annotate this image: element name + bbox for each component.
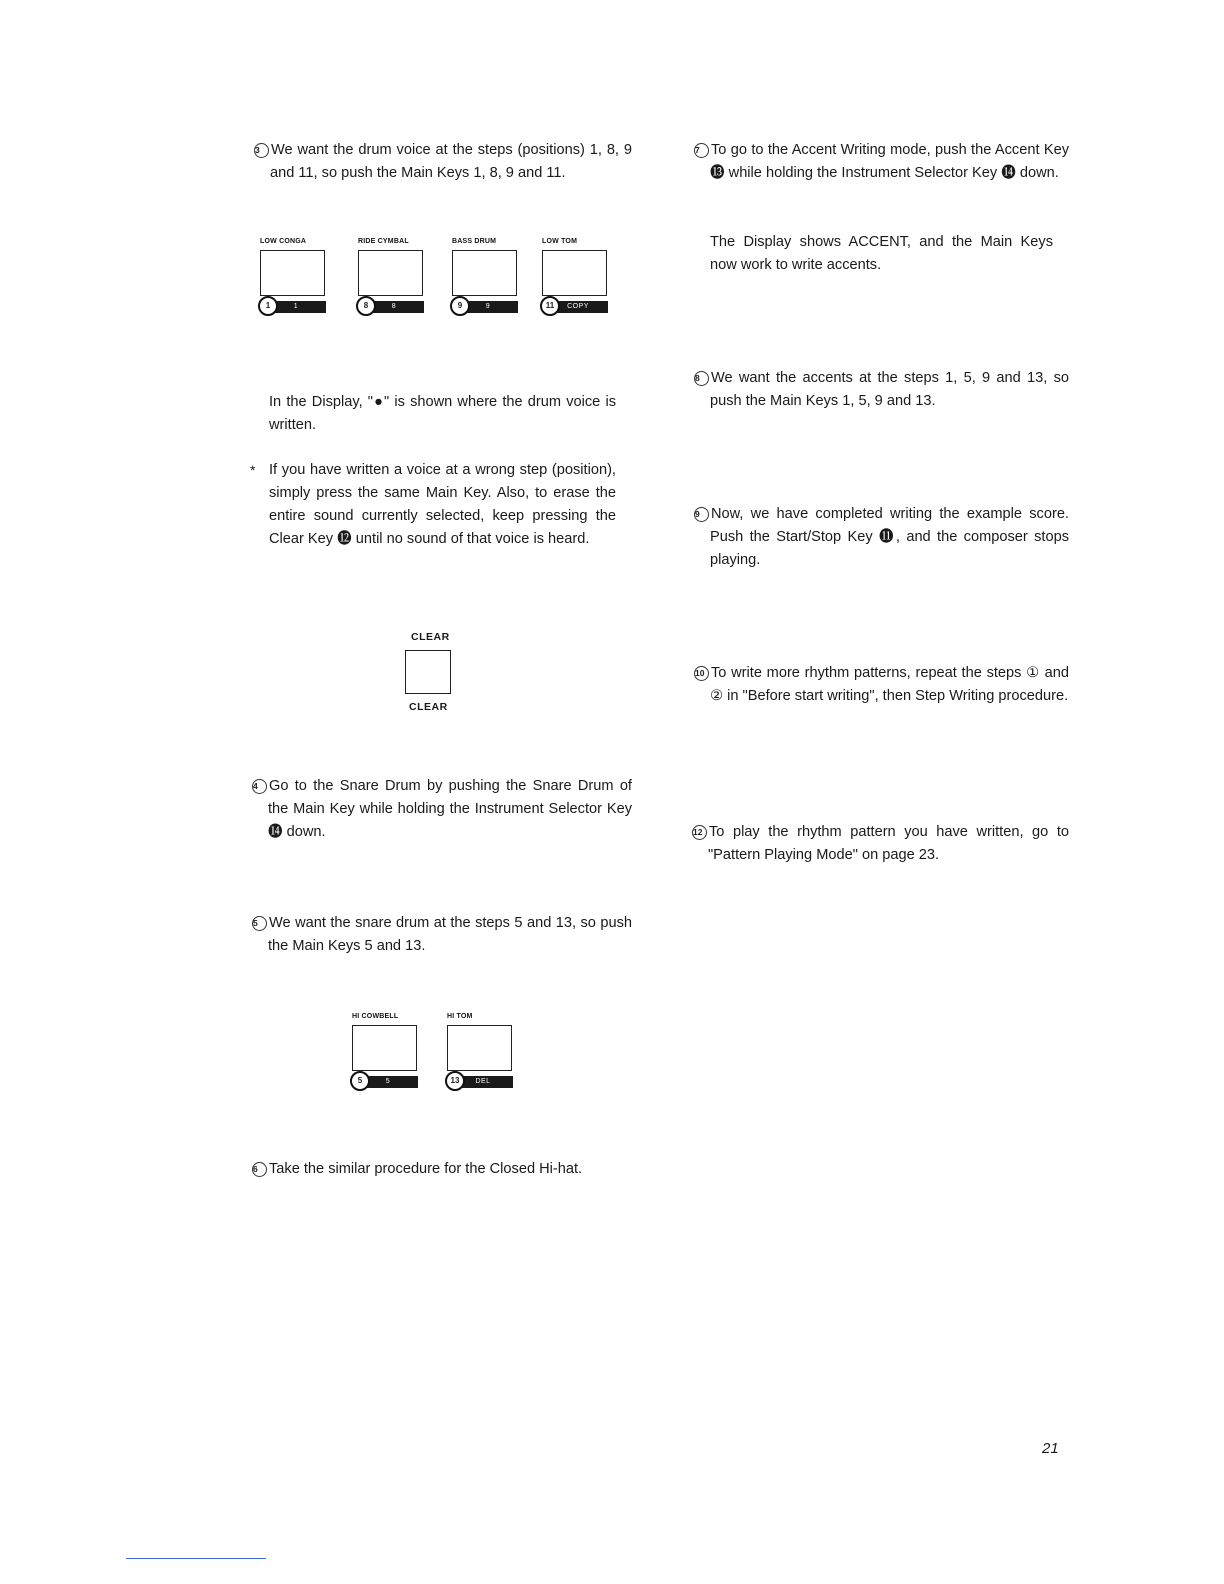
step-number-badge: 9: [694, 507, 709, 522]
key-label: HI COWBELL: [352, 1013, 399, 1020]
step-12-text: To play the rhythm pattern you have written, go to "Pattern Playing Mode" on page 23.: [708, 824, 1069, 863]
step-4-text: Go to the Snare Drum by pushing the Snare Drum of the Main Key while holding the Instrument Selector Key ⓮ down.: [268, 778, 632, 840]
step-7-paragraph: [694, 139, 1069, 185]
main-key: [540, 238, 616, 318]
key-label: LOW TOM: [542, 238, 578, 245]
key-label: LOW CONGA: [260, 238, 307, 245]
step-10-paragraph: [694, 662, 1069, 708]
step-9-paragraph: [694, 503, 1069, 572]
key-label: HI TOM: [447, 1013, 473, 1020]
key-bar: DEL: [453, 1076, 513, 1088]
step-3-text: We want the drum voice at the steps (positions) 1, 8, 9 and 11, so push the Main Keys 1, 8, 9 and 11.: [270, 142, 632, 181]
step-number-badge: 3: [254, 143, 269, 158]
clear-key-label-bottom: CLEAR: [409, 701, 448, 713]
step-12-paragraph: [692, 821, 1069, 867]
main-keys-diagram-top: [258, 238, 618, 320]
key-label: BASS DRUM: [452, 238, 497, 245]
key-box: [447, 1025, 512, 1071]
bottom-rule: [126, 1558, 266, 1559]
step-7-text: To go to the Accent Writing mode, push the Accent Key ⓭ while holding the Instrument Selector Key ⓮ down.: [710, 142, 1069, 181]
main-key: [356, 238, 432, 318]
step-number-badge: 6: [252, 1162, 267, 1177]
step-10-text: To write more rhythm patterns, repeat the steps ① and ② in "Before start writing", then Step Writing procedure.: [710, 665, 1069, 704]
main-key: [350, 1013, 426, 1093]
step-number-badge: 5: [252, 916, 267, 931]
key-label: RIDE CYMBAL: [358, 238, 409, 245]
key-bar: 5: [358, 1076, 418, 1088]
key-box: [452, 250, 517, 296]
step-3-paragraph: [254, 139, 632, 185]
display-note: In the Display, "●" is shown where the drum voice is written.: [269, 394, 616, 433]
key-number-circle: 11: [540, 296, 560, 316]
step-8-paragraph: [694, 367, 1069, 413]
step-number-badge: 4: [252, 779, 267, 794]
key-box: [260, 250, 325, 296]
key-box: [352, 1025, 417, 1071]
key-bar: 8: [364, 301, 424, 313]
key-number-circle: 5: [350, 1071, 370, 1091]
accent-display-note: The Display shows ACCENT, and the Main Keys now work to write accents.: [710, 234, 1053, 273]
main-key: [450, 238, 526, 318]
main-key: [445, 1013, 521, 1093]
step-8-text: We want the accents at the steps 1, 5, 9 and 13, so push the Main Keys 1, 5, 9 and 13.: [710, 370, 1069, 409]
step-5-text: We want the snare drum at the steps 5 and 13, so push the Main Keys 5 and 13.: [268, 915, 632, 954]
main-keys-diagram-bottom: [350, 1013, 530, 1097]
key-box: [358, 250, 423, 296]
key-number-circle: 8: [356, 296, 376, 316]
key-number-circle: 13: [445, 1071, 465, 1091]
clear-key-label-top: CLEAR: [411, 631, 450, 643]
key-number-circle: 9: [450, 296, 470, 316]
step-number-badge: 12: [692, 825, 707, 840]
page-number: 21: [1042, 1440, 1059, 1457]
wrong-step-note: If you have written a voice at a wrong step (position), simply press the same Main Key. Also, to erase the entire sound currently selected, keep pressing the Clear Key ⓬ until no sound of that voice is heard.: [269, 462, 616, 547]
step-5-paragraph: [252, 912, 632, 958]
step-4-paragraph: [252, 775, 632, 844]
step-6-paragraph: [252, 1158, 648, 1181]
bullet-mark: *: [250, 462, 256, 478]
step-9-text: Now, we have completed writing the example score. Push the Start/Stop Key ⓫, and the composer stops playing.: [710, 506, 1069, 568]
key-bar: COPY: [548, 301, 608, 313]
key-bar: 9: [458, 301, 518, 313]
step-number-badge: 8: [694, 371, 709, 386]
key-number-circle: 1: [258, 296, 278, 316]
step-number-badge: 7: [694, 143, 709, 158]
step-6-text: Take the similar procedure for the Closed Hi-hat.: [269, 1161, 583, 1177]
main-key: [258, 238, 334, 318]
clear-key-box: [405, 650, 451, 694]
step-number-badge: 10: [694, 666, 709, 681]
key-bar: 1: [266, 301, 326, 313]
key-box: [542, 250, 607, 296]
